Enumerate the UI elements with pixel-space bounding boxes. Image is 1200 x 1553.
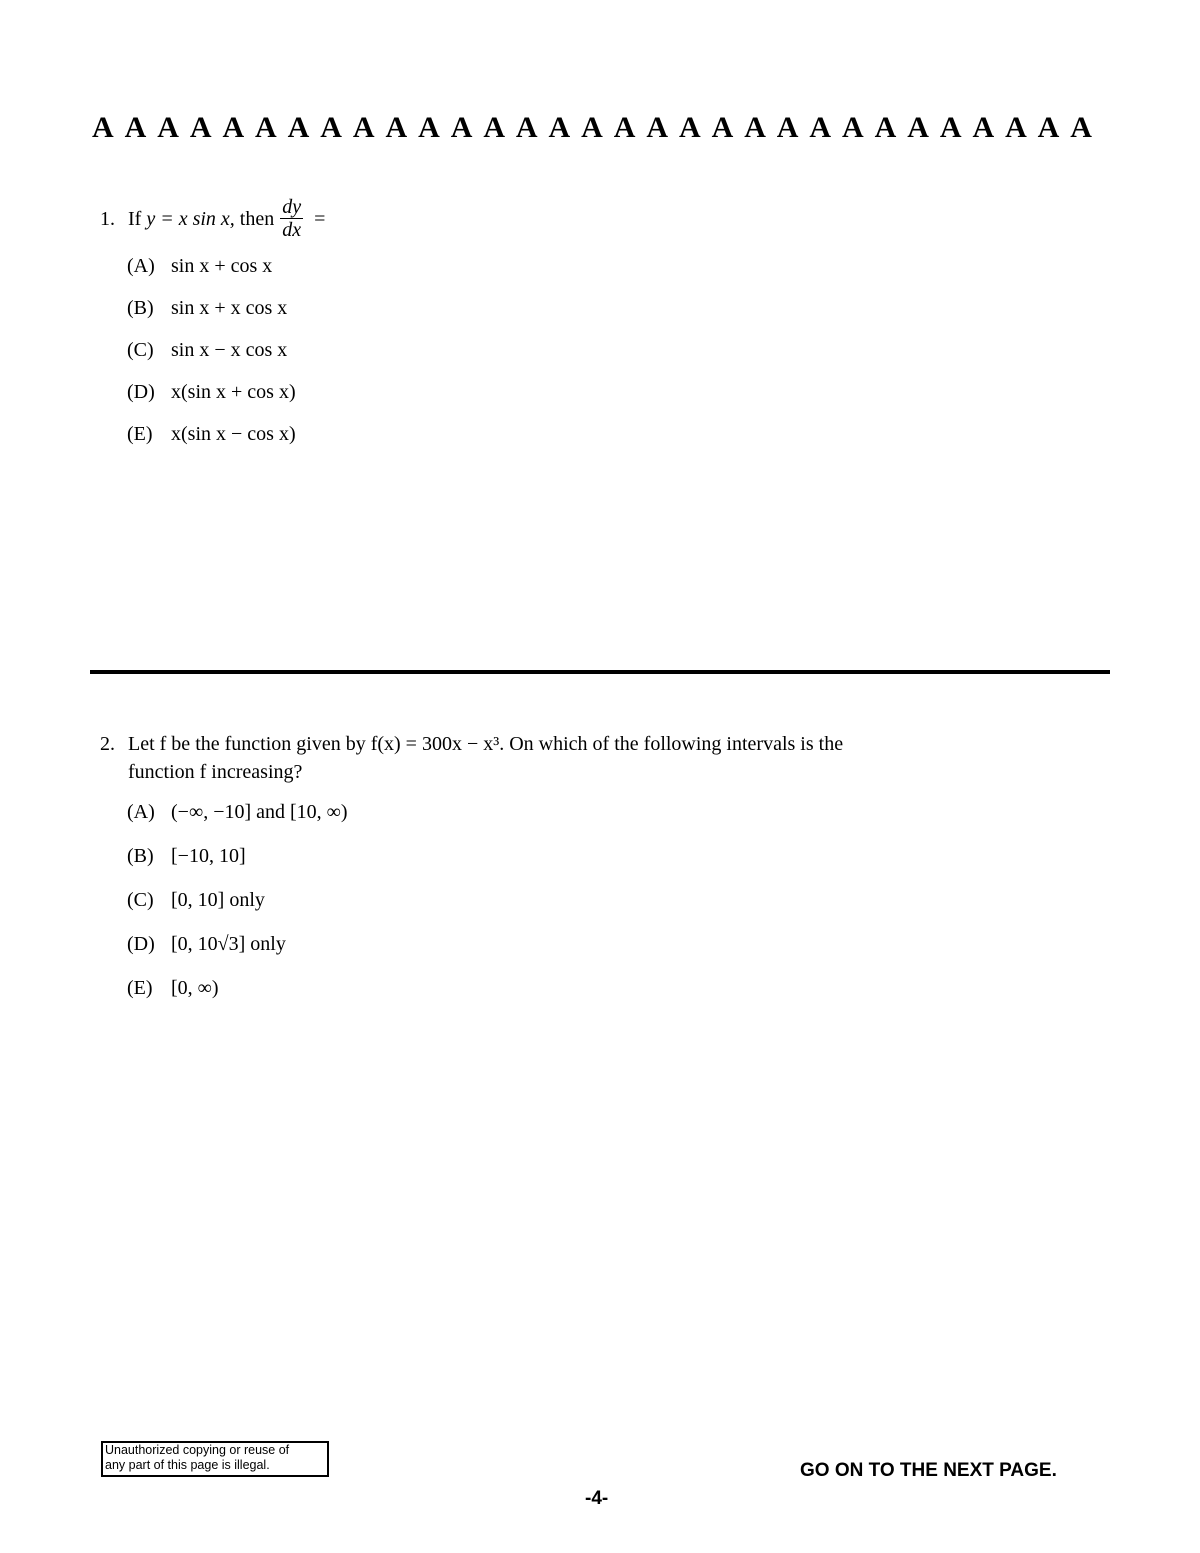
- fraction-numerator: dy: [282, 196, 302, 218]
- banner-letter: A: [613, 111, 636, 144]
- section-divider: [90, 670, 1110, 674]
- answer-choices: [100, 245, 325, 455]
- choice-b[interactable]: [127, 834, 960, 878]
- choice-e[interactable]: [127, 413, 325, 455]
- banner-letter: A: [1037, 111, 1060, 144]
- banner-letter: A: [92, 111, 114, 144]
- choice-text: x(sin x − cos x): [171, 423, 296, 445]
- choice-text: sin x + x cos x: [171, 297, 288, 319]
- banner-letter: A: [189, 111, 212, 144]
- choice-letter: (B): [127, 297, 154, 319]
- choice-letter: (B): [127, 845, 154, 867]
- banner-letter: A: [124, 111, 147, 144]
- banner-letter: A: [1005, 111, 1027, 144]
- choice-letter: (C): [127, 339, 154, 361]
- choice-letter: (A): [127, 801, 155, 823]
- choice-a[interactable]: [127, 245, 325, 287]
- banner-letter: A: [972, 111, 995, 144]
- stem-lead: If: [128, 207, 147, 230]
- banner-letter: A: [809, 111, 832, 144]
- banner-letter: A: [678, 111, 701, 144]
- choice-text: [0, ∞): [171, 977, 219, 999]
- answer-choices: [100, 790, 960, 1010]
- choice-text: [0, 10√3] only: [171, 933, 286, 955]
- choice-letter: (A): [127, 255, 155, 277]
- next-page-instruction: GO ON TO THE NEXT PAGE.: [800, 1460, 1057, 1481]
- banner-letter: A: [483, 111, 505, 144]
- choice-text: [−10, 10]: [171, 845, 246, 867]
- banner-letter: A: [744, 111, 766, 144]
- choice-text: x(sin x + cos x): [171, 381, 296, 403]
- banner-letter: A: [255, 111, 277, 144]
- section-banner: [92, 110, 1092, 146]
- banner-letter: A: [320, 111, 342, 144]
- choice-letter: (C): [127, 889, 154, 911]
- banner-letter: A: [711, 111, 734, 144]
- banner-letter: A: [907, 111, 929, 144]
- banner-letter: A: [874, 111, 897, 144]
- copyright-notice: [101, 1441, 329, 1477]
- question-2: [100, 730, 960, 1010]
- banner-letter: A: [1070, 111, 1092, 144]
- choice-text: (−∞, −10] and [10, ∞): [171, 801, 348, 823]
- banner-letter: A: [776, 111, 799, 144]
- question-1: [100, 196, 325, 455]
- choice-text: sin x + cos x: [171, 255, 273, 277]
- derivative-fraction: [280, 196, 303, 241]
- choice-c[interactable]: [127, 329, 325, 371]
- question-number: 1.: [100, 207, 115, 230]
- choice-letter: (D): [127, 381, 155, 403]
- stem-math: y = x sin x,: [146, 207, 235, 230]
- banner-letter: A: [939, 111, 962, 144]
- banner-letter: A: [581, 111, 603, 144]
- stem-then: then: [234, 207, 275, 230]
- choice-d[interactable]: [127, 922, 960, 966]
- page-number: -4-: [585, 1488, 609, 1509]
- banner-letter: A: [157, 111, 179, 144]
- question-2-stem: [100, 730, 960, 786]
- stem-equals: =: [309, 207, 326, 230]
- choice-text: sin x − x cos x: [171, 339, 288, 361]
- banner-letter: A: [646, 111, 669, 144]
- banner-letter: A: [352, 111, 375, 144]
- legal-line-1: Unauthorized copying or reuse of: [105, 1443, 290, 1457]
- choice-letter: (E): [127, 977, 153, 999]
- banner-letter: A: [450, 111, 473, 144]
- banner-letter: A: [548, 111, 571, 144]
- fraction-denominator: dx: [282, 219, 302, 241]
- banner-letter: A: [222, 111, 245, 144]
- legal-line-2: any part of this page is illegal.: [105, 1458, 270, 1472]
- stem-line-2: function f increasing?: [128, 761, 303, 783]
- stem-line-1: Let f be the function given by f(x) = 300x − x³. On which of the following intervals is the: [128, 733, 844, 755]
- choice-letter: (E): [127, 423, 153, 445]
- banner-letter: A: [287, 111, 310, 144]
- choice-e[interactable]: [127, 966, 960, 1010]
- choice-d[interactable]: [127, 371, 325, 413]
- banner-letter: A: [842, 111, 864, 144]
- banner-letter: A: [515, 111, 538, 144]
- choice-text: [0, 10] only: [171, 889, 265, 911]
- choice-a[interactable]: [127, 790, 960, 834]
- choice-letter: (D): [127, 933, 155, 955]
- choice-b[interactable]: [127, 287, 325, 329]
- banner-letter: A: [385, 111, 408, 144]
- banner-letter: A: [418, 111, 440, 144]
- choice-c[interactable]: [127, 878, 960, 922]
- question-1-stem: [100, 196, 325, 241]
- question-number: 2.: [100, 733, 115, 755]
